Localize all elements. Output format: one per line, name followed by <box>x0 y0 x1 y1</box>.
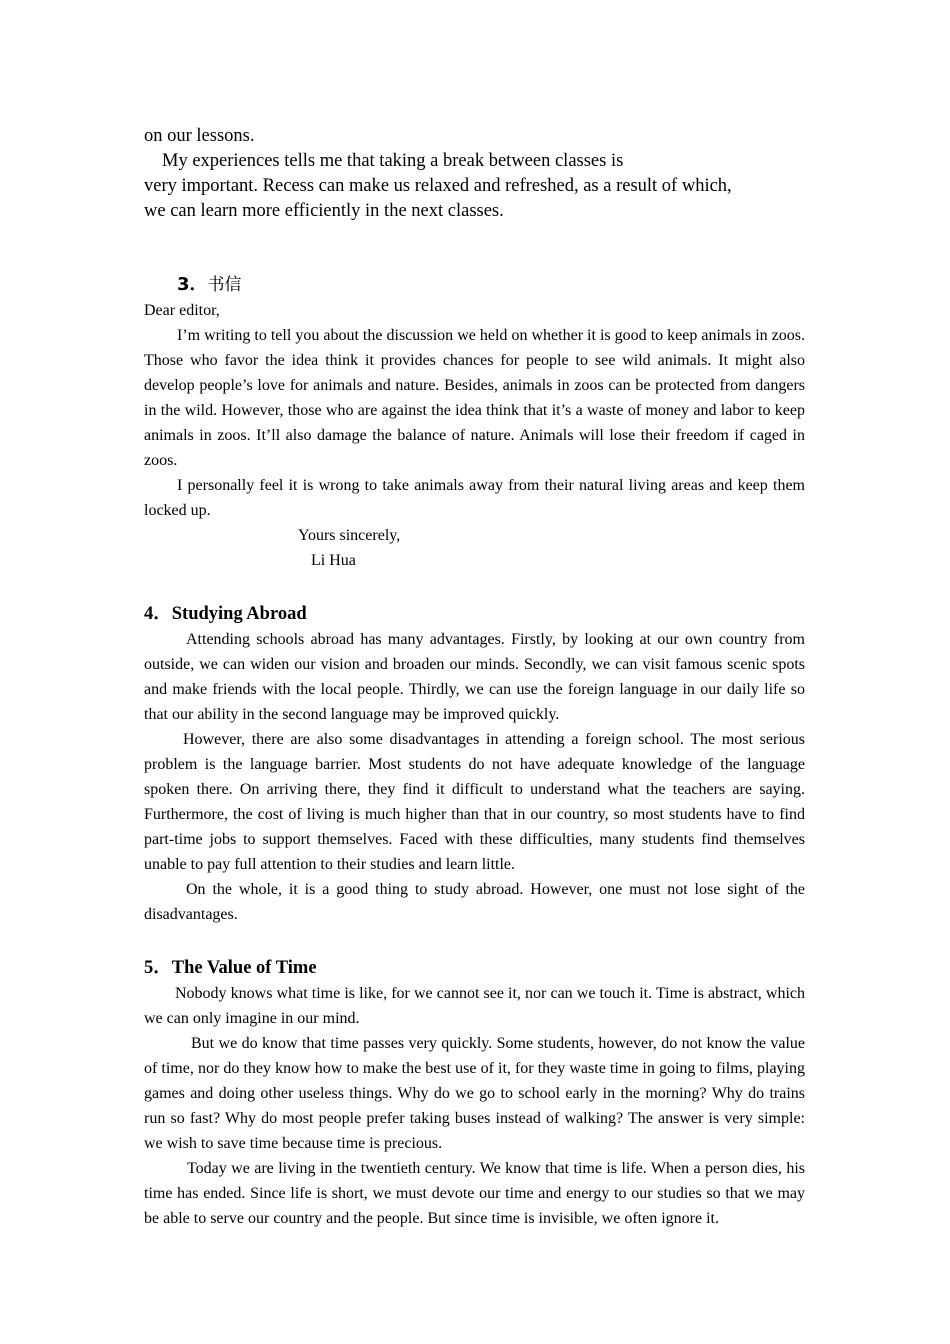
studying-abroad-section <box>144 601 805 927</box>
essay-paragraph: But we do know that time passes very quickly. Some students, however, do not know the value of time, nor do they know how to make the best use of it, for they waste time in going to films, playing games and doing other useless things. Why do we go to school early in the morning? Why do trains run so fast? Why do most people prefer taking buses instead of walking? The answer is very simple: we wish to save time because time is precious. <box>144 1035 805 1152</box>
letter-salutation: Dear editor, <box>144 302 220 319</box>
document-page <box>144 124 805 1231</box>
intro-line: on our lessons. <box>144 126 255 146</box>
intro-line: very important. Recess can make us relaxed and refreshed, as a result of which, <box>144 176 732 196</box>
section-heading <box>144 272 805 298</box>
letter-section <box>144 272 805 573</box>
section-number: 3． <box>177 274 208 295</box>
letter-closing: Yours sincerely, <box>298 527 401 544</box>
section-title: 4．Studying Abroad <box>144 604 307 624</box>
value-of-time-section <box>144 955 805 1231</box>
essay-paragraph: However, there are also some disadvantages in attending a foreign school. The most serious problem is the language barrier. Most students do not have adequate knowledge of the language spoken there. On arriving there, they find it difficult to understand what the teachers are saying. Furthermore, the cost of living is much higher than that in our country, so most students have to find part-time jobs to support themselves. Faced with these difficulties, many students find themselves unable to pay full attention to their studies and learn little. <box>144 731 805 873</box>
section-title: 5．The Value of Time <box>144 958 317 978</box>
essay-paragraph: On the whole, it is a good thing to study abroad. However, one must not lose sight of the disadvantages. <box>144 881 805 923</box>
essay-paragraph: Today we are living in the twentieth century. We know that time is life. When a person dies, his time has ended. Since life is short, we must devote our time and energy to our studies so that we may be able to serve our country and the people. But since time is invisible, we often ignore it. <box>144 1160 805 1227</box>
letter-paragraph: I’m writing to tell you about the discussion we held on whether it is good to keep animals in zoos. Those who favor the idea think it provides chances for people to see wild animals. It might also develop people’s love for animals and nature. Besides, animals in zoos can be protected from dangers in the wild. However, those who are against the idea think that it’s a waste of money and labor to keep animals in zoos. It’ll also damage the balance of nature. Animals will lose their freedom if caged in zoos. <box>144 327 805 469</box>
section-heading-text: 书信 <box>207 275 242 295</box>
intro-section <box>144 124 805 224</box>
intro-line: we can learn more efficiently in the next classes. <box>144 201 504 221</box>
essay-paragraph: Nobody knows what time is like, for we cannot see it, nor can we touch it. Time is abstract, which we can only imagine in our mind. <box>144 985 805 1027</box>
letter-paragraph: I personally feel it is wrong to take animals away from their natural living areas and keep them locked up. <box>144 477 805 519</box>
essay-paragraph: Attending schools abroad has many advantages. Firstly, by looking at our own country from outside, we can widen our vision and broaden our minds. Secondly, we can visit famous scenic spots and make friends with the local people. Thirdly, we can use the foreign language in our daily life so that our ability in the second language may be improved quickly. <box>144 631 805 723</box>
intro-line: My experiences tells me that taking a break between classes is <box>162 151 624 171</box>
letter-signature: Li Hua <box>311 552 356 569</box>
